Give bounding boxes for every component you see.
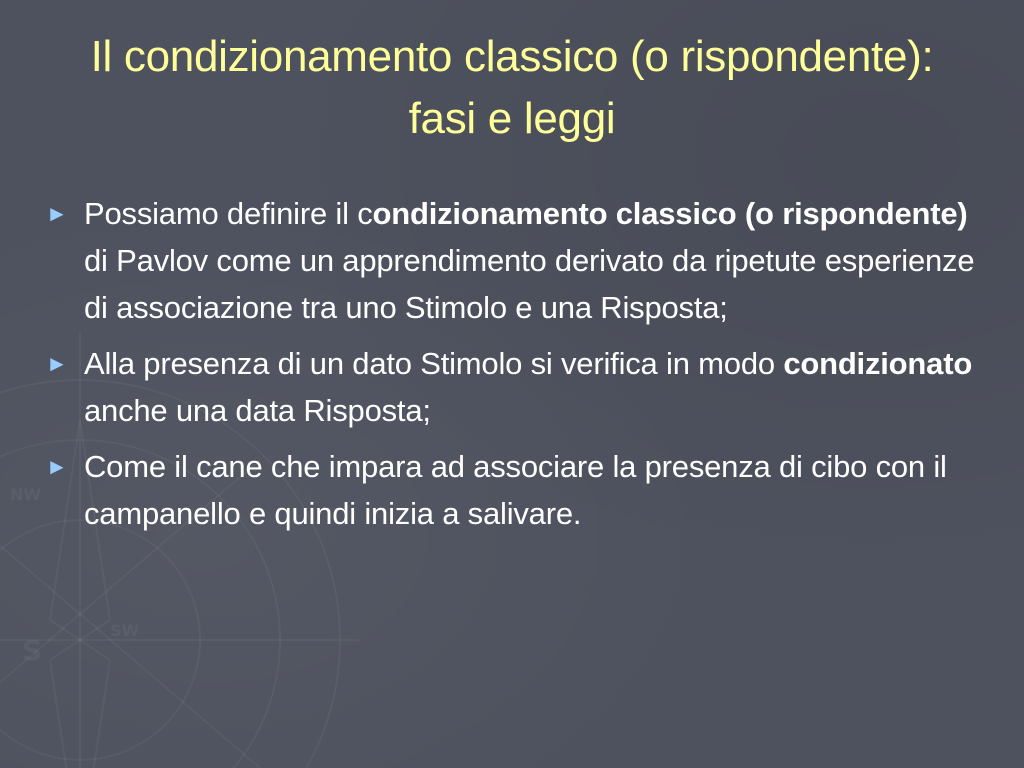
slide-title: Il condizionamento classico (o rispondente): fasi e leggi [90, 32, 934, 143]
triangle-bullet-icon: ► [46, 201, 68, 226]
text-run: di Pavlov come un apprendimento derivato da ripetute esperienze di associazione tra uno Stimolo e una Risposta; [84, 243, 975, 325]
triangle-bullet-icon: ► [46, 351, 68, 376]
bullet-item-1 [46, 190, 976, 331]
text-run: Possiamo definire il c [84, 196, 373, 231]
svg-text:SW: SW [110, 621, 140, 640]
bullet-text [84, 449, 947, 531]
bullet-item-2 [46, 340, 976, 434]
bullet-text [84, 346, 972, 428]
bold-text-run: ondizionamento classico (o rispondente) [372, 196, 968, 231]
bullet-list [46, 190, 976, 546]
text-run: anche una data Risposta; [84, 393, 431, 428]
svg-text:S: S [22, 634, 43, 667]
bullet-item-3 [46, 443, 976, 537]
bullet-text [84, 196, 974, 325]
svg-text:NW: NW [10, 485, 42, 504]
triangle-bullet-icon: ► [46, 454, 68, 479]
text-run: Come il cane che impara ad associare la presenza di cibo con il campanello e quindi inizia a salivare. [84, 449, 947, 531]
bold-text-run: condizionato [783, 346, 973, 381]
text-run: Alla presenza di un dato Stimolo si verifica in modo [84, 346, 784, 381]
